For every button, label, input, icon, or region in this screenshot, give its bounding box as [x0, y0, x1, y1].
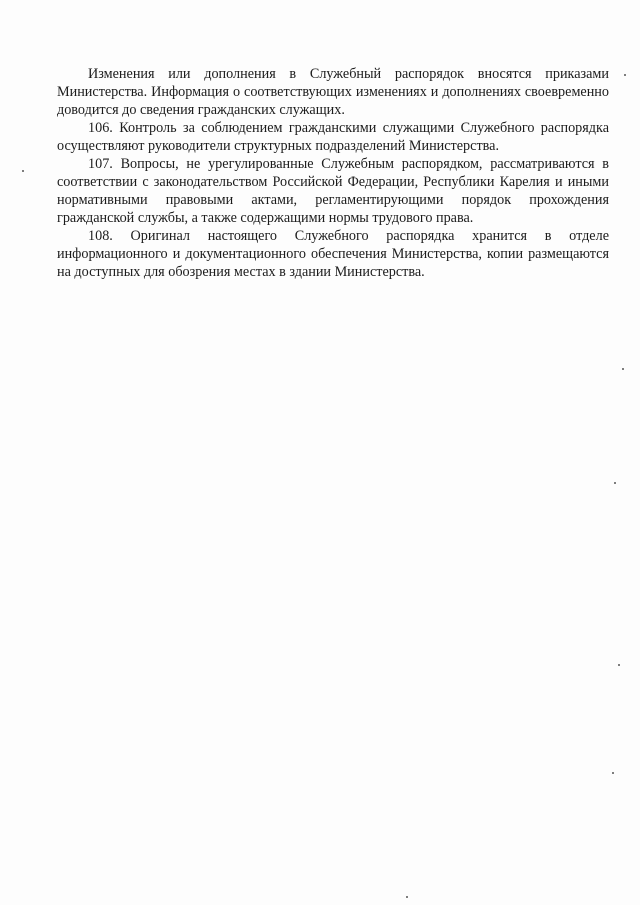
- paragraph-106: 106. Контроль за соблюдением гражданскими служащими Служебного распорядка осуществляют руководители структурных подразделений Министерства.: [57, 120, 609, 154]
- scan-speck: [618, 664, 620, 666]
- scan-speck: [22, 170, 24, 172]
- paragraph-amendments: Изменения или дополнения в Служебный распорядок вносятся приказами Министерства. Информация о соответствующих изменениях и дополнениях своевременно доводится до сведения гражданских служащих.: [57, 66, 609, 118]
- document-body: [57, 65, 609, 281]
- scan-speck: [612, 772, 614, 774]
- scan-speck: [614, 482, 616, 484]
- scan-speck: [406, 896, 408, 898]
- paragraph-107: 107. Вопросы, не урегулированные Служебным распорядком, рассматриваются в соответствии с законодательством Российской Федерации, Республики Карелия и иными нормативными правовыми актами, регламентирующими порядок прохождения гражданской службы, а также содержащими нормы трудового права.: [57, 156, 609, 226]
- paragraph-108: 108. Оригинал настоящего Служебного распорядка хранится в отделе информационного и документационного обеспечения Министерства, копии размещаются на доступных для обозрения местах в здании Министерства.: [57, 228, 609, 280]
- scan-speck: [622, 368, 624, 370]
- scan-speck: [624, 74, 626, 76]
